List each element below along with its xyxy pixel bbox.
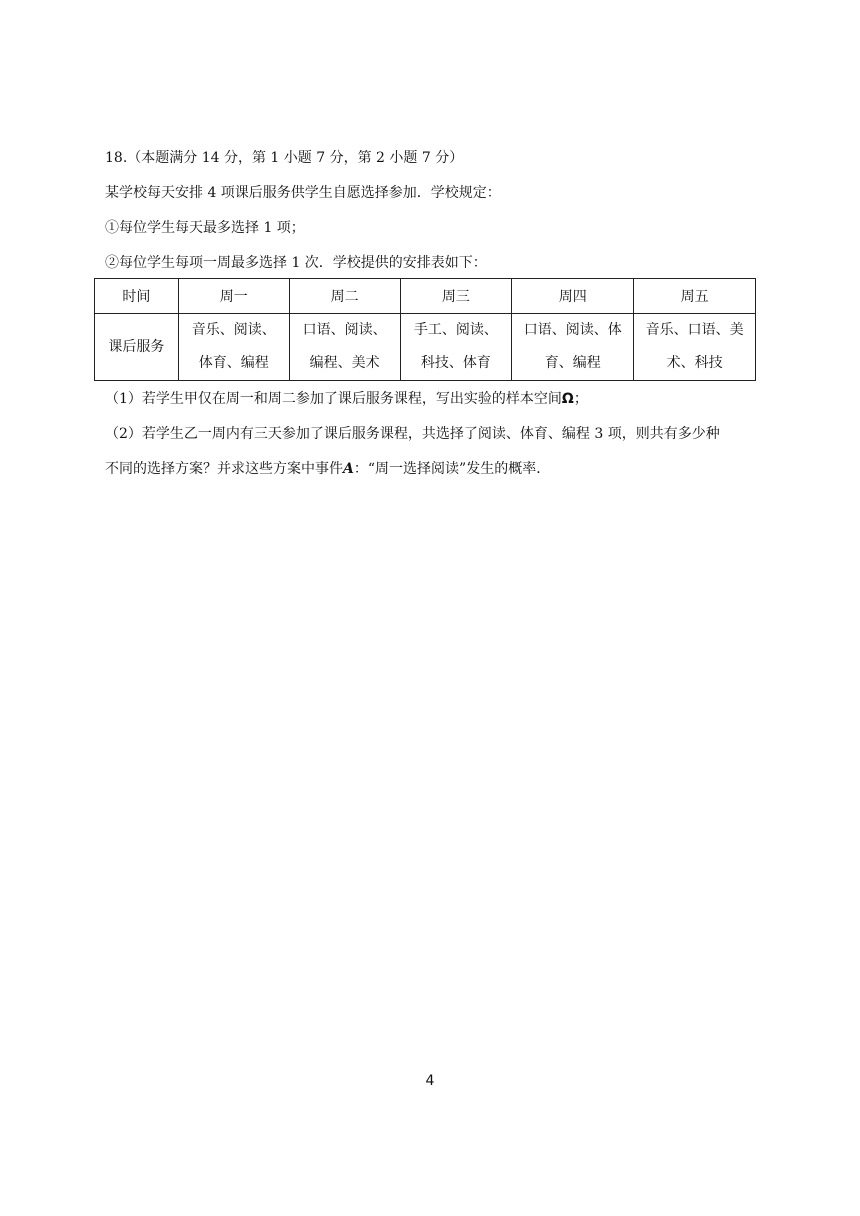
schedule-table [94, 278, 756, 381]
problem-intro: 某学校每天安排 4 项课后服务供学生自愿选择参加．学校规定： [105, 185, 501, 201]
rule-2: ②每位学生每项一周最多选择 1 次．学校提供的安排表如下： [105, 255, 487, 271]
problem-header: 18.（本题满分 14 分，第 1 小题 7 分，第 2 小题 7 分） [105, 150, 464, 166]
table-row [95, 314, 756, 381]
cell-wednesday [400, 314, 512, 381]
cell-line: 音乐、口语、美 [645, 322, 744, 338]
cell-line: 育、编程 [544, 355, 601, 371]
cell-line: 术、科技 [666, 355, 723, 371]
cell-line: 口语、阅读、 [302, 322, 387, 338]
question-1 [105, 389, 588, 409]
question-2-post: ：“周一选择阅读”发生的概率． [353, 461, 551, 477]
header-wednesday: 周三 [400, 279, 512, 314]
question-1-text: （1）若学生甲仅在周一和周二参加了课后服务课程，写出实验的样本空间 [105, 391, 562, 407]
cell-line: 口语、阅读、体 [523, 322, 622, 338]
question-2-line-2 [105, 459, 550, 479]
header-tuesday: 周二 [289, 279, 400, 314]
cell-line: 编程、美术 [309, 355, 380, 371]
cell-thursday [512, 314, 634, 381]
header-time: 时间 [95, 279, 179, 314]
omega-symbol: Ω [561, 391, 574, 407]
row-label: 课后服务 [95, 314, 179, 381]
cell-line: 体育、编程 [198, 355, 269, 371]
header-friday: 周五 [634, 279, 756, 314]
question-1-tail: ； [573, 391, 588, 407]
question-2-line-1: （2）若学生乙一周内有三天参加了课后服务课程，共选择了阅读、体育、编程 3 项，则共有多少种 [105, 426, 720, 442]
header-thursday: 周四 [512, 279, 634, 314]
question-2-pre: 不同的选择方案？并求这些方案中事件 [105, 461, 343, 477]
table-header-row [95, 279, 756, 314]
cell-line: 科技、体育 [420, 355, 491, 371]
header-monday: 周一 [178, 279, 289, 314]
cell-tuesday [289, 314, 400, 381]
cell-line: 手工、阅读、 [413, 322, 498, 338]
cell-friday [634, 314, 756, 381]
page-number: 4 [425, 1073, 435, 1089]
cell-line: 音乐、阅读、 [191, 322, 276, 338]
cell-monday [178, 314, 289, 381]
event-symbol: A [343, 461, 354, 477]
rule-1: ①每位学生每天最多选择 1 项； [105, 220, 305, 236]
